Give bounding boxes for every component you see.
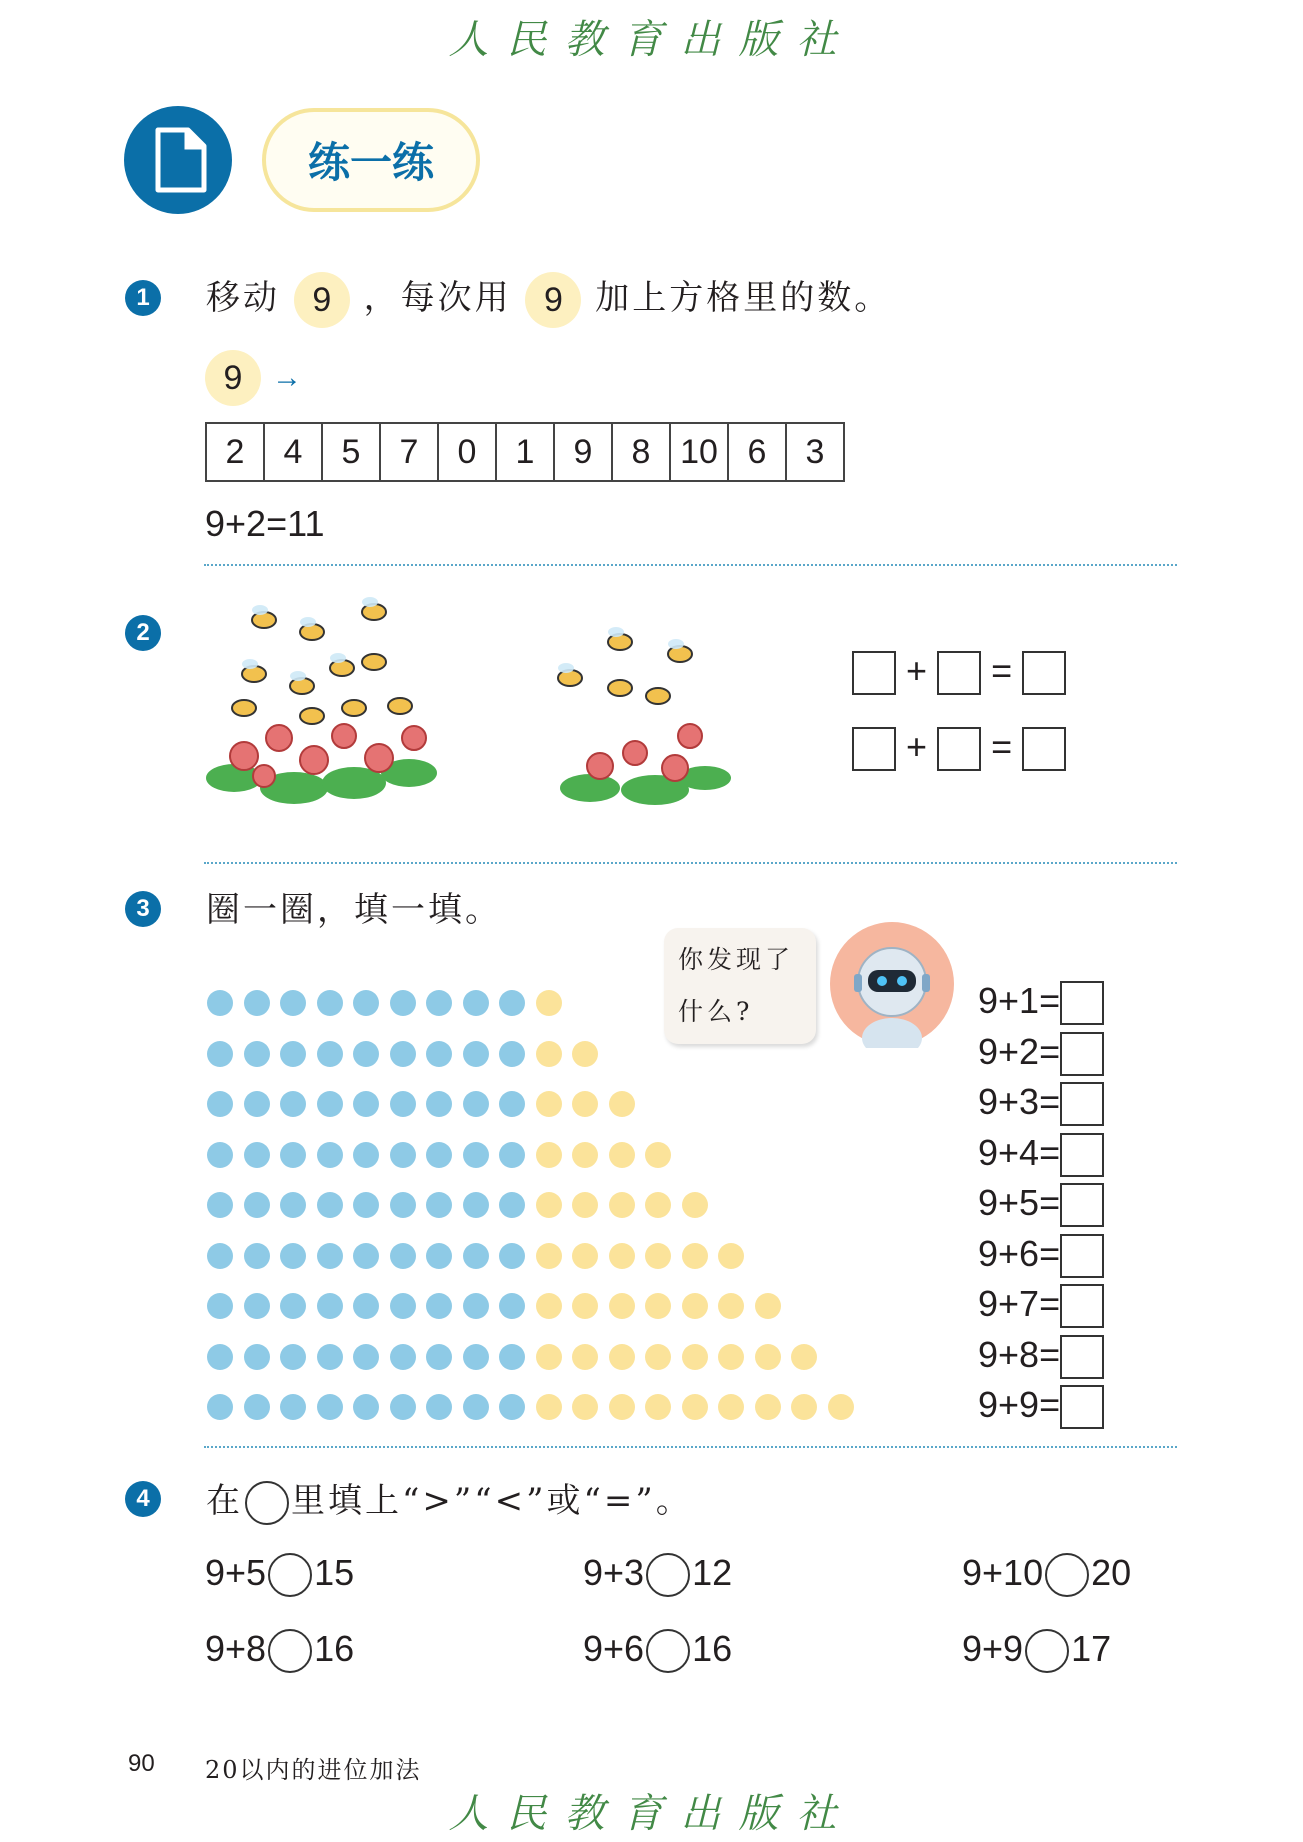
yellow-dot bbox=[645, 1192, 671, 1218]
yellow-dot bbox=[828, 1394, 854, 1420]
blue-dot bbox=[390, 1293, 416, 1319]
blue-dot bbox=[207, 990, 233, 1016]
blue-dot bbox=[390, 1394, 416, 1420]
plus-sign: + bbox=[906, 726, 928, 767]
blue-dot bbox=[463, 1041, 489, 1067]
equation-text: 9+9= bbox=[978, 1384, 1061, 1425]
answer-box[interactable] bbox=[1060, 1335, 1104, 1379]
blue-dot bbox=[426, 1394, 452, 1420]
blue-dot bbox=[463, 1192, 489, 1218]
bees-flowers-left-image bbox=[204, 588, 444, 818]
comparison-circle[interactable] bbox=[646, 1629, 690, 1673]
comparison-item bbox=[962, 1628, 1111, 1673]
blue-dot bbox=[317, 1243, 343, 1269]
comparison-circle[interactable] bbox=[268, 1553, 312, 1597]
yellow-dot bbox=[755, 1293, 781, 1319]
equation-text: 9+5= bbox=[978, 1182, 1061, 1223]
yellow-dot bbox=[536, 1142, 562, 1168]
grid-cell: 10 bbox=[671, 424, 729, 480]
grid-cell: 7 bbox=[381, 424, 439, 480]
yellow-dot bbox=[718, 1293, 744, 1319]
blue-dot bbox=[207, 1293, 233, 1319]
equals-sign: = bbox=[991, 650, 1013, 691]
grid-cell: 4 bbox=[265, 424, 323, 480]
answer-box[interactable] bbox=[1060, 1234, 1104, 1278]
bubble-line-1: 你发现了 bbox=[678, 945, 795, 974]
comparison-item bbox=[583, 1552, 732, 1597]
yellow-dot bbox=[609, 1394, 635, 1420]
yellow-dot bbox=[609, 1142, 635, 1168]
bees-flowers-right-image bbox=[540, 618, 740, 818]
yellow-dot bbox=[609, 1192, 635, 1218]
yellow-dot bbox=[536, 1192, 562, 1218]
yellow-dot bbox=[645, 1344, 671, 1370]
q4-instruction-part-a: 在 bbox=[206, 1481, 243, 1521]
comparison-circle[interactable] bbox=[1025, 1629, 1069, 1673]
blue-dot bbox=[244, 1091, 270, 1117]
divider bbox=[204, 1446, 1177, 1448]
q3-equation bbox=[978, 1334, 1104, 1379]
equation-text: 9+3= bbox=[978, 1081, 1061, 1122]
blue-dot bbox=[244, 1243, 270, 1269]
blue-dot bbox=[390, 1041, 416, 1067]
blue-dot bbox=[317, 1344, 343, 1370]
blue-dot bbox=[280, 1344, 306, 1370]
blue-dot bbox=[499, 1394, 525, 1420]
comparison-left: 9+8 bbox=[205, 1628, 267, 1669]
blue-dot bbox=[463, 1344, 489, 1370]
yellow-dot bbox=[682, 1243, 708, 1269]
answer-box[interactable] bbox=[937, 651, 981, 695]
blue-dot bbox=[463, 1293, 489, 1319]
comparison-left: 9+10 bbox=[962, 1552, 1044, 1593]
yellow-dot bbox=[645, 1293, 671, 1319]
blue-dot bbox=[280, 1091, 306, 1117]
blue-dot bbox=[317, 1142, 343, 1168]
answer-box[interactable] bbox=[1022, 651, 1066, 695]
blue-dot bbox=[426, 1243, 452, 1269]
comparison-right: 16 bbox=[314, 1628, 355, 1669]
blue-dot bbox=[207, 1344, 233, 1370]
blue-dot bbox=[390, 1243, 416, 1269]
blue-dot bbox=[207, 1041, 233, 1067]
arrow-right-icon: → bbox=[272, 361, 302, 394]
yellow-dot bbox=[718, 1243, 744, 1269]
answer-box[interactable] bbox=[1060, 1385, 1104, 1429]
blue-dot bbox=[353, 1091, 379, 1117]
blue-dot bbox=[280, 1041, 306, 1067]
q3-equation bbox=[978, 1182, 1104, 1227]
yellow-dot bbox=[645, 1394, 671, 1420]
comparison-left: 9+9 bbox=[962, 1628, 1024, 1669]
blue-dot bbox=[463, 1243, 489, 1269]
bubble-line-2: 什么? bbox=[678, 997, 754, 1026]
blue-dot bbox=[499, 1293, 525, 1319]
yellow-dot bbox=[682, 1394, 708, 1420]
comparison-item bbox=[205, 1628, 354, 1673]
section-title: 练一练 bbox=[262, 108, 480, 212]
page-number: 90 bbox=[128, 1750, 155, 1777]
answer-box[interactable] bbox=[1060, 1082, 1104, 1126]
yellow-dot bbox=[718, 1344, 744, 1370]
answer-box[interactable] bbox=[1060, 1183, 1104, 1227]
question-number-1: 1 bbox=[125, 280, 161, 316]
q1-example: 9+2=11 bbox=[205, 503, 325, 544]
blue-dot bbox=[463, 1394, 489, 1420]
answer-box[interactable] bbox=[1022, 727, 1066, 771]
comparison-right: 17 bbox=[1071, 1628, 1112, 1669]
blue-dot bbox=[317, 1041, 343, 1067]
blue-dot bbox=[317, 1293, 343, 1319]
comparison-item bbox=[962, 1552, 1131, 1597]
yellow-dot bbox=[791, 1394, 817, 1420]
divider bbox=[204, 564, 1177, 566]
comparison-circle[interactable] bbox=[268, 1629, 312, 1673]
yellow-dot bbox=[755, 1344, 781, 1370]
yellow-dot bbox=[609, 1091, 635, 1117]
q3-equation bbox=[978, 1031, 1104, 1076]
blue-dot bbox=[426, 1344, 452, 1370]
blue-dot bbox=[390, 1344, 416, 1370]
publisher-watermark-top: 人民教育出版社 bbox=[448, 17, 855, 63]
publisher-watermark-bottom: 人民教育出版社 bbox=[448, 1791, 855, 1837]
grid-cell: 1 bbox=[497, 424, 555, 480]
plus-sign: + bbox=[906, 650, 928, 691]
q4-instruction-part-b: 里填上“>”“<”或“=”。 bbox=[291, 1481, 693, 1521]
comparison-right: 16 bbox=[692, 1628, 733, 1669]
blue-dot bbox=[207, 1192, 233, 1218]
answer-box[interactable] bbox=[1060, 1032, 1104, 1076]
equation-text: 9+6= bbox=[978, 1232, 1061, 1274]
blue-dot bbox=[499, 1142, 525, 1168]
yellow-dot bbox=[536, 1293, 562, 1319]
blue-dot bbox=[353, 1394, 379, 1420]
equation-text: 9+1= bbox=[978, 980, 1061, 1021]
yellow-dot bbox=[572, 1243, 598, 1269]
grid-cell: 9 bbox=[555, 424, 613, 480]
q1-instruction-part-a: 移动 bbox=[206, 278, 280, 318]
blue-dot bbox=[426, 1041, 452, 1067]
blue-dot bbox=[207, 1091, 233, 1117]
yellow-dot bbox=[536, 1091, 562, 1117]
yellow-dot bbox=[682, 1344, 708, 1370]
blue-dot bbox=[390, 1091, 416, 1117]
blue-dot bbox=[463, 1142, 489, 1168]
q3-equation bbox=[978, 1233, 1104, 1278]
blue-dot bbox=[317, 1192, 343, 1218]
blue-dot bbox=[317, 1394, 343, 1420]
blue-dot bbox=[426, 1091, 452, 1117]
blue-dot bbox=[426, 1192, 452, 1218]
blue-dot bbox=[353, 1142, 379, 1168]
blue-dot bbox=[280, 1293, 306, 1319]
equation-text: 9+7= bbox=[978, 1283, 1061, 1324]
blue-dot bbox=[280, 1142, 306, 1168]
yellow-dot bbox=[536, 1243, 562, 1269]
blue-dot bbox=[207, 1394, 233, 1420]
grid-cell: 0 bbox=[439, 424, 497, 480]
blue-dot bbox=[280, 1192, 306, 1218]
q3-equation bbox=[978, 980, 1104, 1025]
yellow-dot bbox=[536, 1041, 562, 1067]
yellow-dot bbox=[572, 1142, 598, 1168]
equation-text: 9+4= bbox=[978, 1131, 1061, 1173]
grid-cell: 6 bbox=[729, 424, 787, 480]
blue-dot bbox=[426, 990, 452, 1016]
q2-equation-2 bbox=[852, 726, 1066, 771]
q1-instruction bbox=[206, 270, 891, 328]
circle-symbol bbox=[245, 1481, 289, 1525]
speech-bubble bbox=[664, 928, 816, 1044]
comparison-left: 9+5 bbox=[205, 1552, 267, 1593]
answer-box[interactable] bbox=[937, 727, 981, 771]
blue-dot bbox=[207, 1142, 233, 1168]
blue-dot bbox=[390, 1192, 416, 1218]
grid-cell: 3 bbox=[805, 432, 825, 471]
blue-dot bbox=[390, 1142, 416, 1168]
blue-dot bbox=[499, 1344, 525, 1370]
blue-dot bbox=[353, 1293, 379, 1319]
equals-sign: = bbox=[991, 726, 1013, 767]
q3-equation bbox=[978, 1132, 1104, 1177]
question-number-2: 2 bbox=[125, 615, 161, 651]
blue-dot bbox=[353, 990, 379, 1016]
blue-dot bbox=[244, 1293, 270, 1319]
grid-cell: 5 bbox=[323, 424, 381, 480]
yellow-dot bbox=[682, 1293, 708, 1319]
yellow-dot bbox=[572, 1192, 598, 1218]
q3-instruction: 圈一圈，填一填。 bbox=[206, 890, 502, 930]
blue-dot bbox=[207, 1243, 233, 1269]
yellow-dot bbox=[572, 1344, 598, 1370]
blue-dot bbox=[499, 1041, 525, 1067]
q3-equation bbox=[978, 1283, 1104, 1328]
yellow-dot bbox=[645, 1243, 671, 1269]
blue-dot bbox=[426, 1293, 452, 1319]
blue-dot bbox=[244, 1041, 270, 1067]
blue-dot bbox=[244, 1142, 270, 1168]
blue-dot bbox=[280, 1243, 306, 1269]
answer-box[interactable] bbox=[1060, 1284, 1104, 1328]
yellow-dot bbox=[682, 1192, 708, 1218]
robot-avatar bbox=[828, 920, 956, 1048]
comparison-right: 20 bbox=[1091, 1552, 1132, 1593]
q1-number-grid bbox=[205, 422, 845, 482]
q1-instruction-part-b: ，每次用 bbox=[363, 278, 512, 318]
q3-equation bbox=[978, 1081, 1104, 1126]
yellow-dot bbox=[755, 1394, 781, 1420]
blue-dot bbox=[353, 1041, 379, 1067]
blue-dot bbox=[499, 1243, 525, 1269]
blue-dot bbox=[499, 1091, 525, 1117]
blue-dot bbox=[244, 1394, 270, 1420]
comparison-left: 9+3 bbox=[583, 1552, 645, 1593]
answer-box[interactable] bbox=[852, 651, 896, 695]
question-number-3: 3 bbox=[125, 891, 161, 927]
q1-chip-nine: 9 bbox=[294, 272, 350, 328]
q4-instruction bbox=[206, 1473, 693, 1525]
blue-dot bbox=[317, 990, 343, 1016]
blue-dot bbox=[353, 1344, 379, 1370]
blue-dot bbox=[244, 990, 270, 1016]
answer-box[interactable] bbox=[1060, 1133, 1104, 1177]
yellow-dot bbox=[536, 990, 562, 1016]
blue-dot bbox=[499, 1192, 525, 1218]
yellow-dot bbox=[572, 1091, 598, 1117]
answer-box[interactable] bbox=[852, 727, 896, 771]
yellow-dot bbox=[609, 1243, 635, 1269]
q1-mover-chip[interactable]: 9 bbox=[205, 350, 261, 406]
blue-dot bbox=[280, 1394, 306, 1420]
q1-chip-nine-2: 9 bbox=[525, 272, 581, 328]
blue-dot bbox=[317, 1091, 343, 1117]
answer-box[interactable] bbox=[1060, 981, 1104, 1025]
blue-dot bbox=[463, 990, 489, 1016]
blue-dot bbox=[244, 1192, 270, 1218]
comparison-item bbox=[205, 1552, 354, 1597]
comparison-circle[interactable] bbox=[646, 1553, 690, 1597]
q1-instruction-part-c: 加上方格里的数。 bbox=[595, 278, 892, 318]
yellow-dot bbox=[791, 1344, 817, 1370]
bee-group-left bbox=[232, 604, 412, 724]
chapter-title: 20以内的进位加法 bbox=[205, 1756, 422, 1784]
blue-dot bbox=[353, 1243, 379, 1269]
yellow-dot bbox=[609, 1293, 635, 1319]
blue-dot bbox=[280, 990, 306, 1016]
blue-dot bbox=[353, 1192, 379, 1218]
q2-equation-1 bbox=[852, 650, 1066, 695]
comparison-item bbox=[583, 1628, 732, 1673]
grid-cell: 8 bbox=[613, 424, 671, 480]
comparison-right: 12 bbox=[692, 1552, 733, 1593]
equation-text: 9+8= bbox=[978, 1333, 1061, 1375]
divider bbox=[204, 862, 1177, 864]
yellow-dot bbox=[609, 1344, 635, 1370]
comparison-right: 15 bbox=[314, 1552, 355, 1593]
yellow-dot bbox=[536, 1344, 562, 1370]
blue-dot bbox=[463, 1091, 489, 1117]
q3-equation bbox=[978, 1384, 1104, 1429]
comparison-left: 9+6 bbox=[583, 1628, 645, 1669]
yellow-dot bbox=[572, 1041, 598, 1067]
yellow-dot bbox=[645, 1142, 671, 1168]
question-number-4: 4 bbox=[125, 1481, 161, 1517]
yellow-dot bbox=[572, 1293, 598, 1319]
blue-dot bbox=[244, 1344, 270, 1370]
comparison-circle[interactable] bbox=[1045, 1553, 1089, 1597]
yellow-dot bbox=[536, 1394, 562, 1420]
blue-dot bbox=[390, 990, 416, 1016]
blue-dot bbox=[499, 990, 525, 1016]
yellow-dot bbox=[572, 1394, 598, 1420]
grid-cell: 2 bbox=[207, 424, 265, 480]
blue-dot bbox=[426, 1142, 452, 1168]
equation-text: 9+2= bbox=[978, 1030, 1061, 1072]
yellow-dot bbox=[718, 1394, 744, 1420]
exercise-icon bbox=[124, 106, 232, 214]
